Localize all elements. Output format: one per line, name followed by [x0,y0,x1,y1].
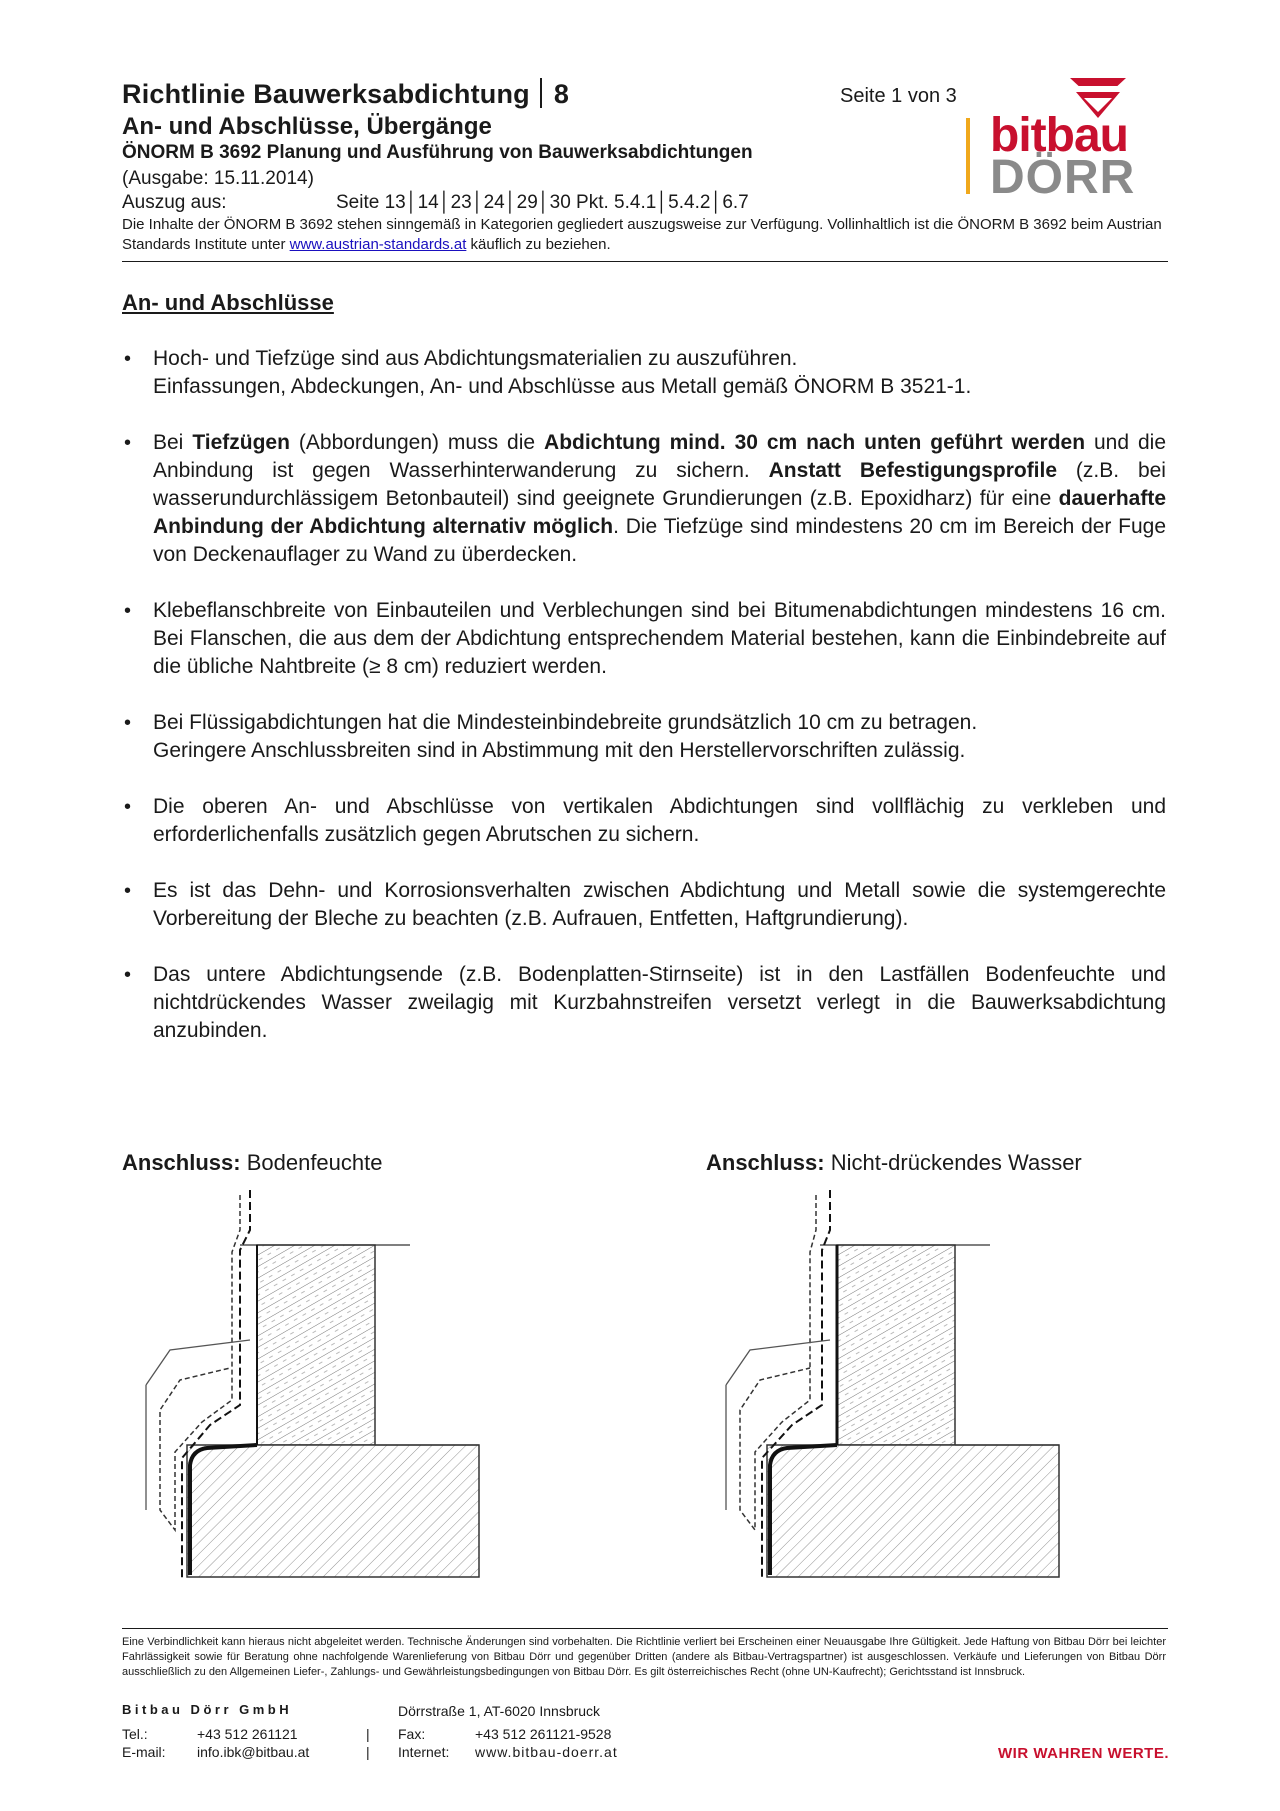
bullet-text: Hoch- und Tiefzüge sind aus Abdichtungsmaterialien zu auszuführen. [153,347,798,370]
guideline-number: 8 [553,79,570,109]
fax-label: Fax: [398,1726,426,1742]
norm-note-text: Die Inhalte der ÖNORM B 3692 stehen sinngemäß in Kategorien gegliedert auszugsweise zur Verfügung. Vollinhaltlich ist die ÖNORM B 3692 beim Austrian Standards Institute unter [122,216,1162,253]
bullet-item [122,709,1166,765]
wall-section [837,1245,955,1445]
figure-label-bodenfeuchte [122,1150,383,1176]
figure-label-nicht-drueckendes-wasser [706,1150,1082,1176]
company-slogan: WIR WAHREN WERTE. [998,1745,1169,1762]
fax-number: +43 512 261121-9528 [475,1726,612,1742]
austrian-standards-link[interactable]: www.austrian-standards.at [289,236,467,253]
internet-label: Internet: [398,1744,450,1760]
bullet-text: Das untere Abdichtungsende (z.B. Bodenplatten-Stirnseite) ist in den Lastfällen Bodenfeuchte und nichtdrückendes Wasser zweilagig mit Kurzbahnstreifen versetzt verlegt in die Bauwerksabdichtung anzubinden. [153,963,1166,1042]
email-link[interactable]: info.ibk@bitbau.at [197,1744,310,1760]
bullet-text-bold: Anstatt Befestigungsprofile [768,459,1058,482]
drawing-bodenfeuchte [146,1190,479,1580]
footer-divider [122,1628,1168,1629]
document-subtitle: An- und Abschlüsse, Übergänge [122,113,492,140]
bullet-text-bold: dauerhafte Anbindung der Abdichtung alternativ möglich [153,487,1166,538]
page-indicator: Seite 1 von 3 [840,85,957,107]
website-link[interactable]: www.bitbau-doerr.at [475,1744,618,1760]
bullet-item [122,429,1166,569]
norm-note-end: käuflich zu beziehen. [466,236,611,253]
bullet-text: Die oberen An- und Abschlüsse von vertikalen Abdichtungen sind vollflächig zu verkleben und erforderlichenfalls zusätzlich gegen Abrutschen zu sichern. [153,795,1166,846]
detail-drawings [110,1190,1170,1620]
bullet-text: (z.B. bei wasserundurchlässigem Betonbauteil) sind geeignete Grundierungen (z.B. Epoxidharz) für eine [153,459,1166,510]
floor-slab-section [767,1445,1059,1577]
excerpt-pages: Seite 13│14│23│24│29│30 Pkt. 5.4.1│5.4.2│6.7 [336,192,749,213]
tel-number: +43 512 261121 [197,1726,298,1742]
logo-accent-bar [966,118,970,194]
company-name: Bitbau Dörr GmbH [122,1702,293,1717]
bullet-text: und die Anbindung ist gegen Wasserhinterwanderung zu sichern. [153,431,1167,482]
bullet-text: Geringere Anschlussbreiten sind in Abstimmung mit den Herstellervorschriften zulässig. [153,739,966,762]
bullet-text-bold: Tiefzügen [192,431,290,454]
bullet-text: (Abbordungen) muss die [289,431,545,454]
bullet-list [122,345,1166,1073]
edition-date: (Ausgabe: 15.11.2014) [122,168,314,189]
figure-label-name: Nicht-drückendes Wasser [824,1150,1082,1175]
bullet-text: Bei [153,431,193,454]
bullet-item [122,961,1166,1045]
bullet-text: Klebeflanschbreite von Einbauteilen und Verblechungen sind bei Bitumenabdichtungen mindestens 16 cm. Bei Flanschen, die aus dem der Abdichtung entsprechendem Material bestehen, kann die Einbindebreite auf die übliche Nahtbreite (≥ 8 cm) reduziert werden. [153,599,1166,678]
figure-label-name: Bodenfeuchte [240,1150,383,1175]
norm-note [122,215,1166,255]
contact-separator: | [366,1726,370,1742]
bullet-text: Bei Flüssigabdichtungen hat die Mindesteinbindebreite grundsätzlich 10 cm zu betragen. [153,711,978,734]
bullet-item [122,793,1166,849]
figure-label-prefix: Anschluss: [122,1150,241,1175]
logo-bitbau-text: bitbau [990,109,1128,162]
bullet-text: . Die Tiefzüge sind mindestens 20 cm im Bereich der Fuge von Deckenauflager zu Wand zu überdecken. [153,515,1167,566]
figure-label-prefix: Anschluss: [706,1150,825,1175]
norm-reference: ÖNORM B 3692 Planung und Ausführung von Bauwerksabdichtungen [122,142,753,163]
section-title: An- und Abschlüsse [122,290,334,315]
excerpt-label: Auszug aus: [122,192,227,213]
wall-section [257,1245,375,1445]
bullet-text: Einfassungen, Abdeckungen, An- und Abschlüsse aus Metall gemäß ÖNORM B 3521-1. [153,375,972,398]
bullet-item [122,877,1166,933]
floor-slab-section [187,1445,479,1577]
drawing-nicht-drueckendes-wasser [726,1190,1059,1580]
title-separator [540,78,542,108]
bullet-text-bold: Abdichtung mind. 30 cm nach unten geführt werden [544,431,1086,454]
document-title [122,78,569,110]
company-address: Dörrstraße 1, AT-6020 Innsbruck [398,1703,601,1719]
title-text: Richtlinie Bauwerksabdichtung [122,79,530,109]
logo-doerr-text: DÖRR [990,151,1136,204]
bullet-item [122,345,1166,401]
footer-disclaimer: Eine Verbindlichkeit kann hieraus nicht abgeleitet werden. Technische Änderungen sind vorbehalten. Die Richtlinie verliert bei Erscheinen einer Neuausgabe Ihre Gültigkeit. Jede Haftung von Bitbau Dörr bei leichter Fahrlässigkeit sowie für Beratung ohne nachfolgende Warenlieferung von Bitbau Dörr und gegenüber Dritten (andere als Bitbau-Vertragspartner) ist ausgeschlossen. Verkäufe und Lieferungen von Bitbau Dörr ausschließlich zu den Allgemeinen Liefer-, Zahlungs- und Gewährleistungsbedingungen von Bitbau Dörr. Es gilt österreichisches Recht (ohne UN-Kaufrecht); Gerichtsstand ist Innsbruck. [122,1636,1166,1678]
header-divider [122,261,1168,262]
email-label: E-mail: [122,1744,166,1760]
contact-separator: | [366,1744,370,1760]
bullet-text: Es ist das Dehn- und Korrosionsverhalten zwischen Abdichtung und Metall sowie die systemgerechte Vorbereitung der Bleche zu beachten (z.B. Aufrauen, Entfetten, Haftgrundierung). [153,879,1166,930]
bullet-item [122,597,1166,681]
tel-label: Tel.: [122,1726,148,1742]
